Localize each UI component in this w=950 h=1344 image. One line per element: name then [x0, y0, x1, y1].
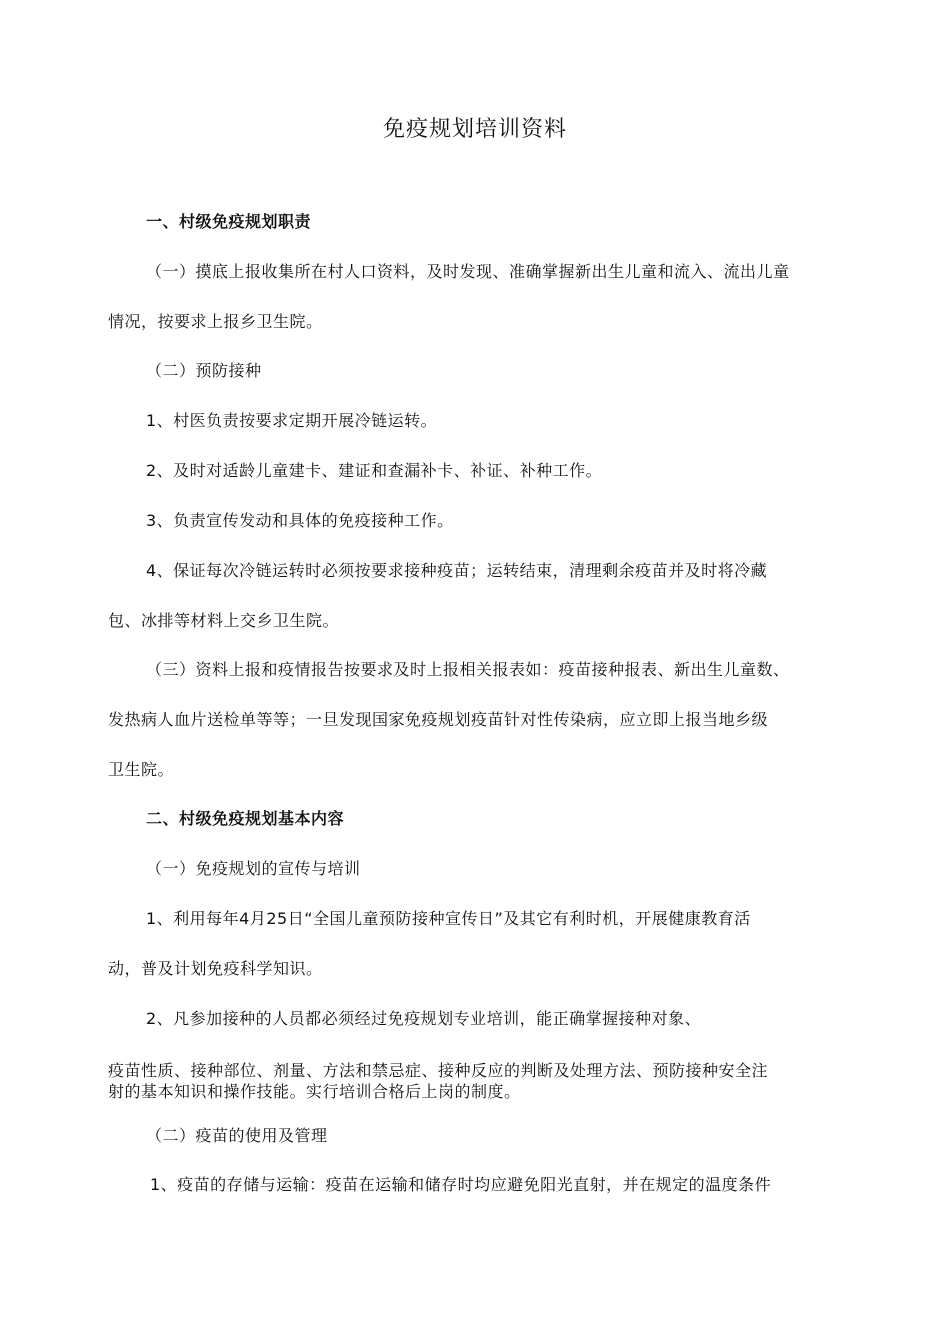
list-item: 1、村医负责按要求定期开展冷链运转。: [146, 411, 438, 430]
list-item: 4、保证每次冷链运转时必须按要求接种疫苗；运转结束，清理剩余疫苗并及时将冷藏: [146, 561, 768, 580]
list-item: 3、负责宣传发动和具体的免疫接种工作。: [146, 511, 454, 530]
paragraph-line: （一）摸底上报收集所在村人口资料，及时发现、准确掌握新出生儿童和流入、流出儿童: [146, 262, 790, 281]
list-item: 2、凡参加接种的人员都必须经过免疫规划专业培训，能正确掌握接种对象、: [146, 1009, 702, 1028]
subheading: （二）预防接种: [146, 361, 262, 380]
section-heading-2: 二、村级免疫规划基本内容: [146, 809, 345, 828]
paragraph-line: 包、冰排等材料上交乡卫生院。: [108, 611, 340, 630]
document-title: 免疫规划培训资料: [382, 117, 567, 142]
list-item: 1、疫苗的存储与运输：疫苗在运输和储存时均应避免阳光直射，并在规定的温度条件: [150, 1175, 772, 1194]
paragraph-line: 卫生院。: [108, 760, 175, 779]
paragraph-line: 动，普及计划免疫科学知识。: [108, 959, 323, 978]
list-item: 1、利用每年4月25日“全国儿童预防接种宣传日”及其它有利时机，开展健康教育活: [146, 909, 751, 928]
paragraph-line: （三）资料上报和疫情报告按要求及时上报相关报表如：疫苗接种报表、新出生儿童数、: [146, 660, 790, 679]
paragraph-line: 疫苗性质、接种部位、剂量、方法和禁忌症、接种反应的判断及处理方法、预防接种安全注: [108, 1061, 769, 1080]
list-item: 2、及时对适龄儿童建卡、建证和查漏补卡、补证、补种工作。: [146, 461, 603, 480]
section-heading-1: 一、村级免疫规划职责: [146, 212, 312, 231]
paragraph-line: 射的基本知识和操作技能。实行培训合格后上岗的制度。: [108, 1082, 521, 1101]
paragraph-line: 情况，按要求上报乡卫生院。: [108, 312, 323, 331]
paragraph-line: 发热病人血片送检单等等；一旦发现国家免疫规划疫苗针对性传染病，应立即上报当地乡级: [108, 710, 769, 729]
subheading: （一）免疫规划的宣传与培训: [146, 859, 361, 878]
subheading: （二）疫苗的使用及管理: [146, 1126, 328, 1145]
